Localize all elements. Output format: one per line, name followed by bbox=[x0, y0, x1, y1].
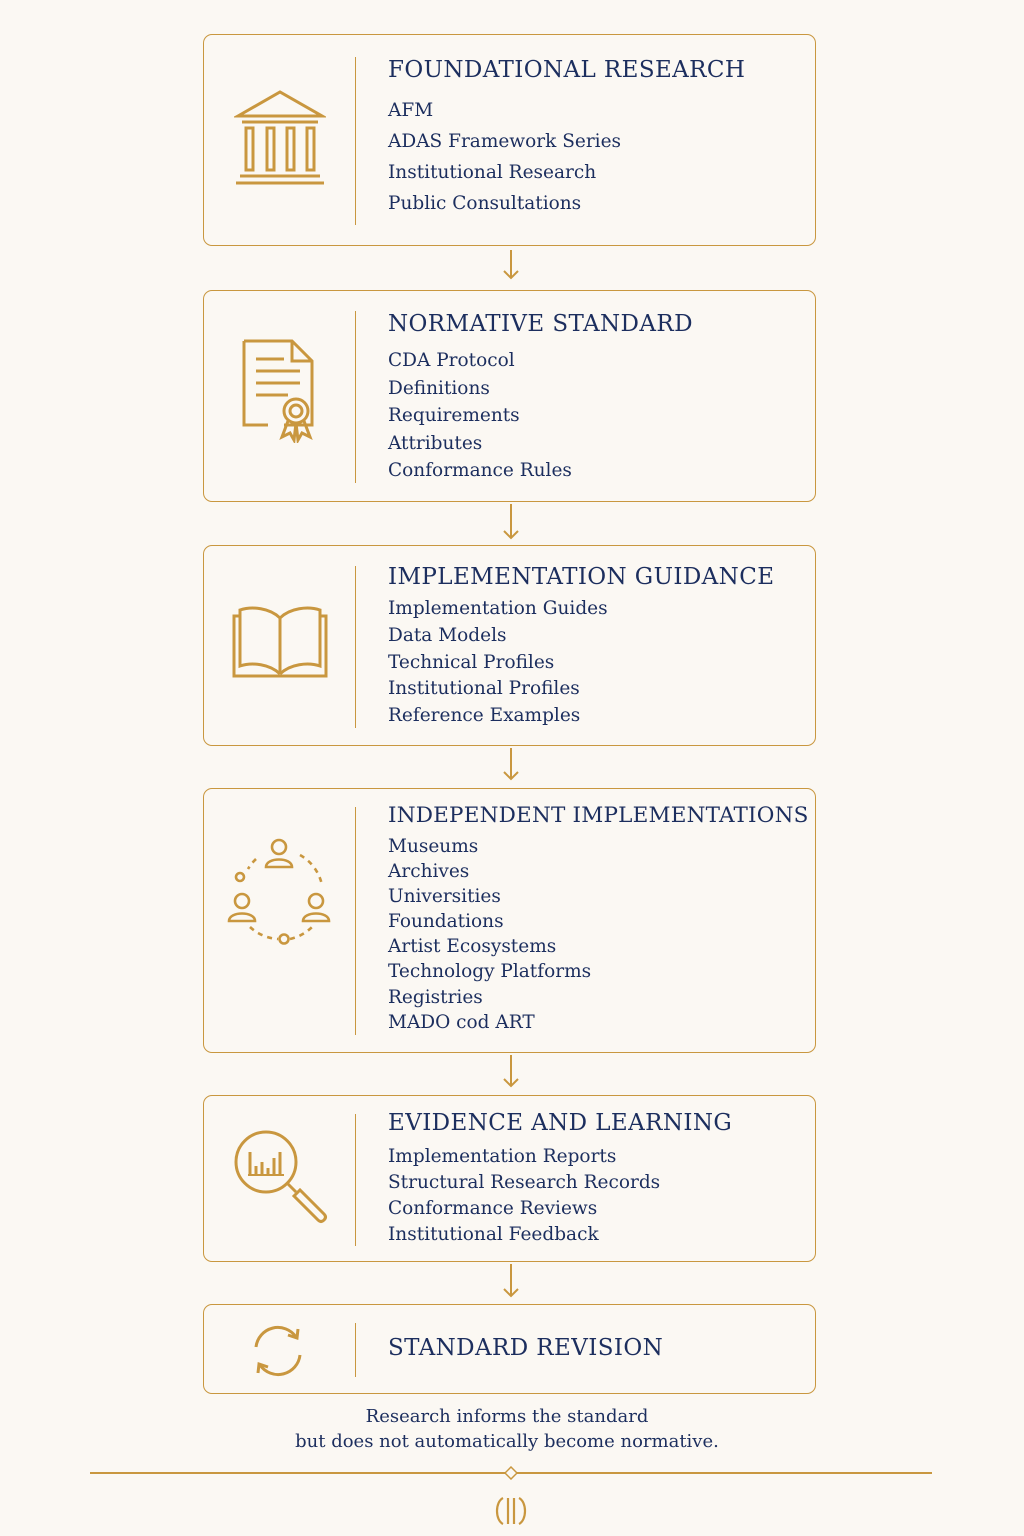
list-item: Registries bbox=[388, 986, 483, 1008]
people-network-icon bbox=[226, 835, 336, 947]
list-item: ADAS Framework Series bbox=[388, 131, 622, 152]
card-divider bbox=[355, 1114, 356, 1246]
stage-card-standard-revision bbox=[203, 1304, 816, 1394]
diamond-ornament-icon bbox=[504, 1466, 518, 1480]
list-item: Conformance Reviews bbox=[388, 1198, 598, 1219]
stage-card-evidence-and-learning bbox=[203, 1095, 816, 1262]
card-divider bbox=[355, 807, 356, 1035]
list-item: Reference Examples bbox=[388, 705, 581, 727]
stage-title: NORMATIVE STANDARD bbox=[388, 311, 693, 337]
card-divider bbox=[355, 1323, 356, 1377]
list-item: Implementation Reports bbox=[388, 1146, 617, 1167]
list-item: MADO cod ART bbox=[388, 1011, 535, 1033]
list-item: Institutional Profiles bbox=[388, 678, 580, 700]
stage-title: STANDARD REVISION bbox=[388, 1335, 664, 1361]
list-item: Technology Platforms bbox=[388, 961, 592, 983]
list-item: Artist Ecosystems bbox=[388, 936, 557, 958]
down-arrow-icon bbox=[500, 246, 522, 284]
refresh-cycle-icon bbox=[246, 1321, 310, 1381]
stage-card-independent-implementations bbox=[203, 788, 816, 1053]
list-item: Requirements bbox=[388, 405, 520, 426]
list-item: Archives bbox=[388, 861, 470, 883]
list-item: Conformance Rules bbox=[388, 460, 572, 481]
stage-card-implementation-guidance bbox=[203, 545, 816, 746]
certificate-document-icon bbox=[240, 337, 320, 443]
card-divider bbox=[355, 311, 356, 483]
list-item: Structural Research Records bbox=[388, 1172, 661, 1193]
list-item: Universities bbox=[388, 886, 501, 908]
stage-card-foundational-research bbox=[203, 34, 816, 246]
footnote-line-1: Research informs the standard bbox=[365, 1406, 649, 1427]
down-arrow-icon bbox=[500, 1053, 522, 1093]
down-arrow-icon bbox=[500, 746, 522, 786]
list-item: Museums bbox=[388, 836, 479, 857]
footnote-line-2: but does not automatically become normative. bbox=[295, 1431, 719, 1452]
card-divider bbox=[355, 57, 356, 225]
institution-icon bbox=[234, 89, 326, 189]
stage-card-normative-standard bbox=[203, 290, 816, 502]
list-item: Implementation Guides bbox=[388, 598, 608, 619]
magnifier-chart-icon bbox=[230, 1126, 330, 1226]
footnote bbox=[0, 1404, 1014, 1454]
list-item: Institutional Research bbox=[388, 162, 597, 183]
list-item: Attributes bbox=[388, 432, 483, 454]
stage-title: FOUNDATIONAL RESEARCH bbox=[388, 57, 746, 83]
down-arrow-icon bbox=[500, 502, 522, 544]
open-book-icon bbox=[232, 604, 328, 680]
list-item: Foundations bbox=[388, 911, 504, 933]
stage-title: IMPLEMENTATION GUIDANCE bbox=[388, 564, 775, 590]
list-item: CDA Protocol bbox=[388, 350, 515, 371]
logo-emblem-icon bbox=[491, 1494, 531, 1528]
list-item: Institutional Feedback bbox=[388, 1224, 599, 1245]
down-arrow-icon bbox=[500, 1262, 522, 1302]
list-item: Definitions bbox=[388, 377, 490, 399]
list-item: Data Models bbox=[388, 624, 507, 646]
stage-title: INDEPENDENT IMPLEMENTATIONS bbox=[388, 803, 809, 828]
stage-title: EVIDENCE AND LEARNING bbox=[388, 1110, 733, 1136]
card-divider bbox=[355, 566, 356, 728]
list-item: Technical Profiles bbox=[388, 651, 555, 673]
list-item: Public Consultations bbox=[388, 193, 582, 214]
list-item: AFM bbox=[388, 100, 434, 121]
